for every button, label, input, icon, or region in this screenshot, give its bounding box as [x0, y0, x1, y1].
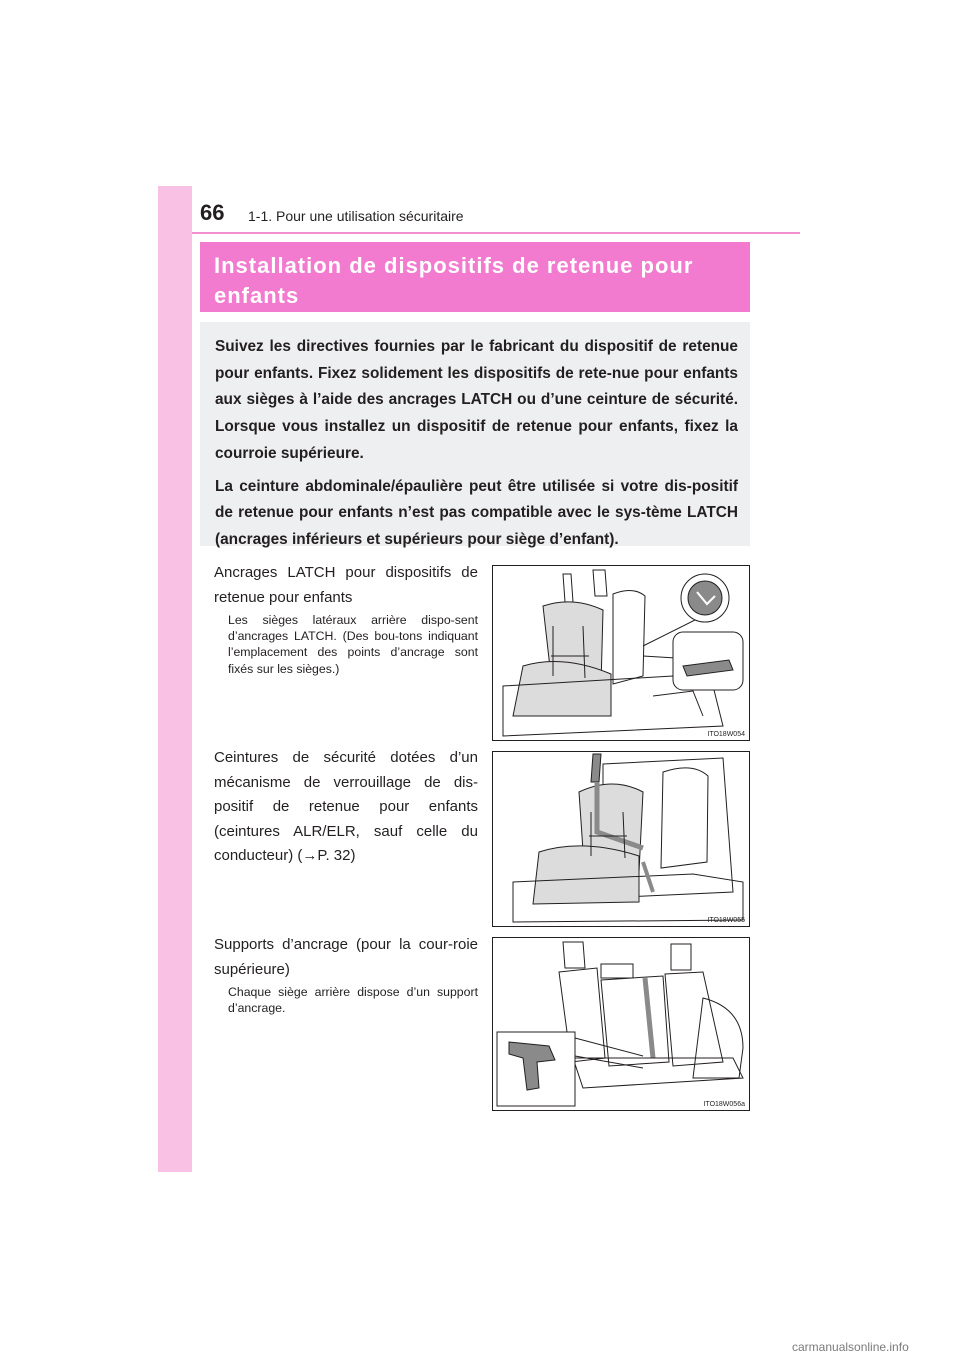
figure-latch-anchors: [492, 565, 750, 741]
intro-paragraph-1: Suivez les directives fournies par le fabricant du dispositif de retenue pour enfants. Fixez solidement les dispositifs de rete-nue pour enfants aux sièges à l’aide des ancrages LATCH ou d’une ceinture de sécurité. Lorsque vous installez un dispositif de retenue pour enfants, fixez la courroie supérieure.: [215, 338, 738, 462]
section-title-line2: enfants: [214, 283, 300, 308]
item-latch-title: Ancrages LATCH pour dispositifs de retenue pour enfants: [214, 564, 478, 606]
figure-code: ITO18W055: [707, 917, 745, 924]
anchor-seat-illustration: [493, 938, 749, 1110]
intro-box: [200, 322, 750, 546]
item-anchor-bracket-title: Supports d’ancrage (pour la cour-roie supérieure): [214, 936, 478, 978]
figure-alr-elr-belts: [492, 751, 750, 927]
latch-seat-illustration: [493, 566, 749, 740]
watermark: carmanualsonline.info: [792, 1340, 909, 1354]
item-latch-description: Les sièges latéraux arrière dispo-sent d’ancrages LATCH. (Des bou-tons indiquant l’emplacement des points d’ancrage sont fixés sur les sièges.): [228, 613, 478, 676]
belt-seat-illustration: [493, 752, 749, 926]
item-anchor-bracket-description: Chaque siège arrière dispose d’un support d’ancrage.: [228, 985, 478, 1016]
section-title-line1: Installation de dispositifs de retenue pour: [214, 253, 694, 278]
header-rule: [192, 232, 800, 234]
section-header: 1-1. Pour une utilisation sécuritaire: [248, 208, 464, 224]
chapter-sidebar: [158, 186, 192, 1172]
figure-code: ITO18W054: [707, 731, 745, 738]
item-alr-elr-title: Ceintures de sécurité dotées d’un mécanisme de verrouillage de dis-positif de retenue pour enfants (ceintures ALR/ELR, sauf celle du conducteur) (→P. 32): [214, 749, 478, 864]
section-title-box: [200, 242, 750, 312]
figure-code: ITO18W056a: [703, 1101, 745, 1108]
figure-anchor-brackets: [492, 937, 750, 1111]
intro-paragraph-2: La ceinture abdominale/épaulière peut être utilisée si votre dis-positif de retenue pour enfants n’est pas compatible avec le sys-tème LATCH (ancrages inférieurs et supérieurs pour siège d’enfant).: [215, 477, 738, 548]
page-number: 66: [200, 200, 225, 225]
